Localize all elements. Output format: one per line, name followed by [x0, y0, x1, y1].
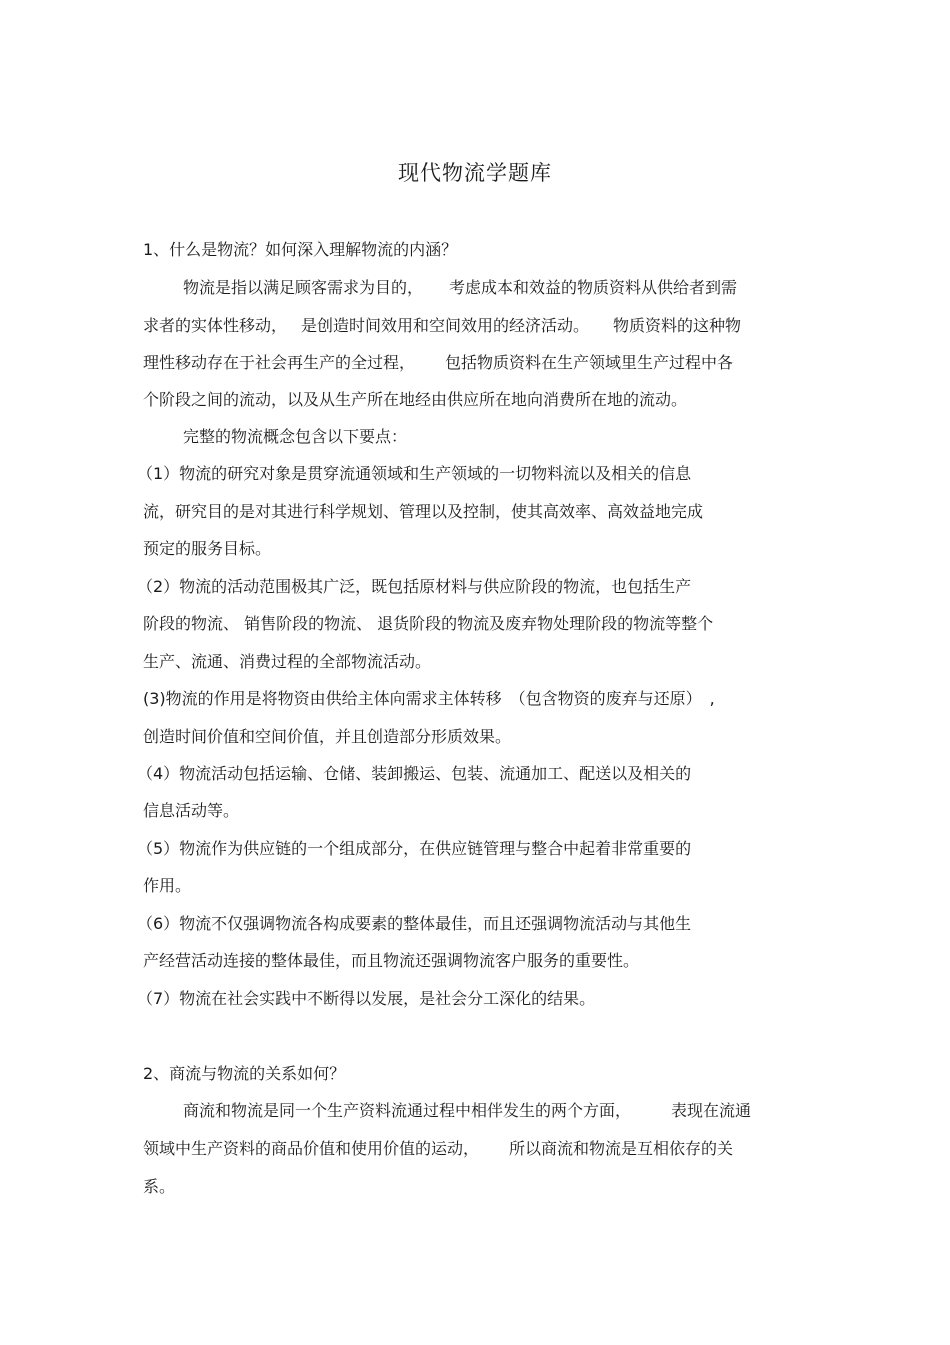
q1-point-line: （2）物流的活动范围极其广泛，既包括原材料与供应阶段的物流，也包括生产 — [137, 577, 692, 596]
q1-point-line: 流，研究目的是对其进行科学规划、管理以及控制，使其高效率、高效益地完成 — [143, 502, 704, 521]
q1-point-line: 创造时间价值和空间价值，并且创造部分形质效果。 — [143, 727, 512, 746]
q1-point-line: 阶段的物流、 销售阶段的物流、 退货阶段的物流及废弃物处理阶段的物流等整个 — [143, 614, 714, 633]
q1-point-line: 信息活动等。 — [143, 801, 240, 820]
q1-point-line: （6）物流不仅强调物流各构成要素的整体最佳，而且还强调物流活动与其他生 — [137, 914, 692, 933]
q1-answer-segment: 是创造时间效用和空间效用的经济活动。 — [301, 316, 590, 335]
q1-answer-line — [143, 389, 687, 411]
q2-answer-line — [143, 1176, 175, 1198]
question-2-heading: 2、商流与物流的关系如何？ — [143, 1064, 346, 1083]
q1-point-line: 产经营活动连接的整体最佳，而且物流还强调物流客户服务的重要性。 — [143, 951, 640, 970]
q2-answer-segment: 所以商流和物流是互相依存的关 — [509, 1139, 734, 1158]
q1-answer-segment: 理性移动存在于社会再生产的全过程， — [143, 353, 416, 372]
q1-answer-segment: 个阶段之间的流动，以及从生产所在地经由供应所在地向消费所在地的流动。 — [143, 390, 688, 409]
q1-point-line: 作用。 — [143, 876, 192, 895]
q1-point-line: (3)物流的作用是将物资由供给主体向需求主体转移 （包含物资的废弃与还原） , — [143, 689, 715, 708]
q1-answer-line — [183, 277, 737, 299]
q1-answer-segment: 求者的实体性移动， — [143, 316, 288, 335]
q2-answer-segment: 表现在流通 — [671, 1101, 752, 1120]
q1-answer-line — [143, 352, 733, 374]
q1-answer-segment: 物质资料的这种物 — [613, 316, 742, 335]
q1-points-intro: 完整的物流概念包含以下要点： — [183, 427, 408, 446]
q1-point-line: （5）物流作为供应链的一个组成部分，在供应链管理与整合中起着非常重要的 — [137, 839, 692, 858]
page-title: 现代物流学题库 — [398, 161, 552, 185]
q2-answer-segment: 系。 — [143, 1177, 176, 1196]
q2-answer-line — [183, 1100, 751, 1122]
question-1-heading: 1、什么是物流？如何深入理解物流的内涵？ — [143, 240, 458, 259]
q2-answer-segment: 领域中生产资料的商品价值和使用价值的运动， — [143, 1139, 480, 1158]
q1-point-line: （7）物流在社会实践中不断得以发展，是社会分工深化的结果。 — [137, 989, 596, 1008]
q1-point-line: （4）物流活动包括运输、仓储、装卸搬运、包装、流通加工、配送以及相关的 — [137, 764, 692, 783]
q1-point-line: 生产、流通、消费过程的全部物流活动。 — [143, 652, 432, 671]
q1-point-line: 预定的服务目标。 — [143, 539, 272, 558]
q1-answer-segment: 考虑成本和效益的物质资料从供给者到需 — [449, 278, 738, 297]
q2-answer-line — [143, 1138, 733, 1160]
q1-answer-segment: 物流是指以满足顾客需求为目的， — [183, 278, 424, 297]
q1-answer-line — [143, 315, 741, 337]
q2-answer-segment: 商流和物流是同一个生产资料流通过程中相伴发生的两个方面， — [183, 1101, 632, 1120]
q1-answer-segment: 包括物质资料在生产领域里生产过程中各 — [445, 353, 734, 372]
q1-point-line: （1）物流的研究对象是贯穿流通领域和生产领域的一切物料流以及相关的信息 — [137, 464, 692, 483]
